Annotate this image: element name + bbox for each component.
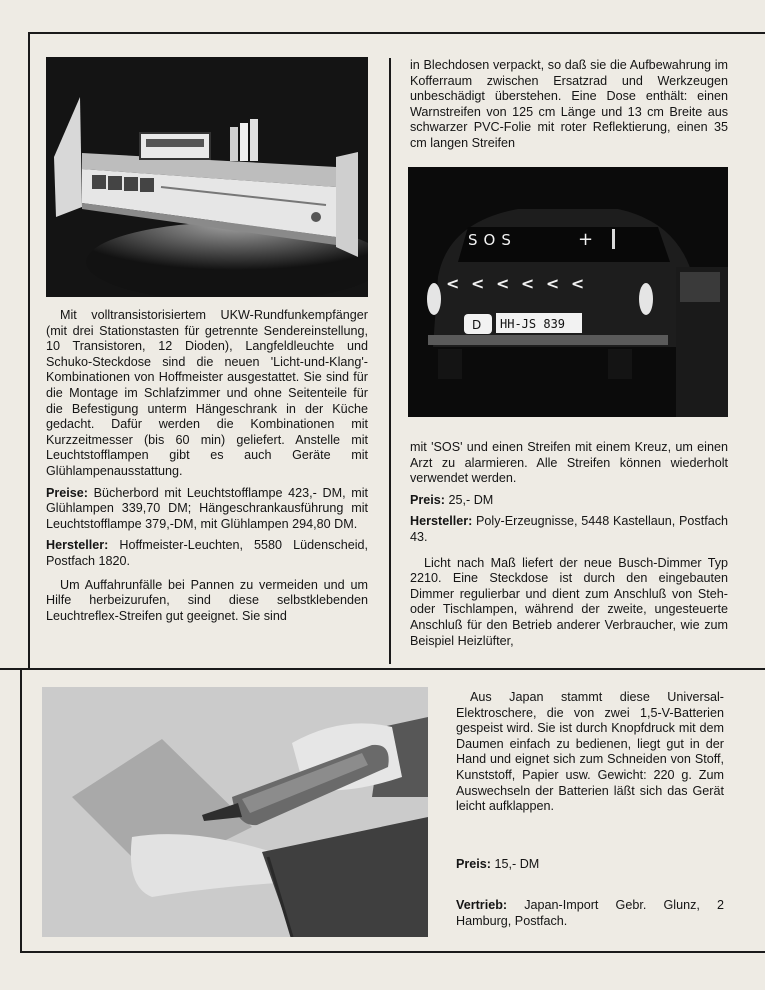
article-reflex-continued (410, 58, 728, 152)
car-sos-strip-photo (408, 167, 728, 417)
electric-scissors-photo (42, 687, 428, 937)
distributor-value: Japan-Import Gebr. Glunz, 2 Hamburg, Postfach. (456, 898, 724, 928)
article-scissors-body: Aus Japan stammt diese Universal-Elektroschere, die von zwei 1,5-V-Batterien gespeist wird. Sie ist durch Knopfdruck mit dem Daumen einfach zu bedienen, liegt gut in der Hand und eignet sich zum Schneiden von Stoff, Kunststoff, Papier usw. Gewicht: 220 g. Zum Auswechseln der Batterien läßt sich das Gerät leicht aufklappen. (456, 690, 724, 814)
article-reflex-body-middle: in Blechdosen verpackt, so daß sie die Aufbewahrung im Kofferraum zwischen Ersatzrad und Werkzeugen unbeschädigt überstehen. Eine Dose enthält: einen Warnstreifen von 125 cm Länge und 13 cm Breite aus schwarzer PVC-Folie mit roter Reflektierung, einen 35 cm langen Streifen (410, 58, 728, 150)
article-scissors-text (456, 690, 724, 930)
article-scissors-price (456, 857, 724, 873)
scissors-price-label: Preis: (456, 856, 492, 871)
article-reflex-price (410, 493, 728, 509)
chevron-strip-text: < < < < < < (446, 274, 588, 293)
maker-value: Hoffmeister-Leuchten, 5580 Lüdenscheid, Postfach 1820. (46, 538, 369, 568)
article-shelf-prices (46, 486, 368, 533)
prices-value: Bücherbord mit Leuchtstofflampe 423,- DM, mit Glühlampen 339,70 DM; Hängeschrankausführung mit Leuchtstofflampe 379,-DM, mit Glühlampen 294,80 DM. (46, 485, 368, 531)
license-plate-text: HH-JS 839 (500, 317, 566, 331)
article-scissors-distributor (456, 898, 724, 929)
shelf-lamp-radio-photo (46, 57, 368, 297)
reflex-price-label: Preis: (410, 492, 446, 507)
article-shelf-body: Mit volltransistorisiertem UKW-Rundfunkempfänger (mit drei Stationstasten für getrennte Sendereinstellung, 10 Transistoren, 12 Dioden), Langfeldleuchte und Schuko-Steckdose sind die neuen 'Licht-und-Klang'-Kombinationen von Hoffmeister ausgestattet. Sie sind für die Montage im Schlafzimmer und ohne Seitenteile für die Befestigung unterm Hängeschrank in der Küche gedacht. Dafür werden die Kombinationen mit Kurzzeitmesser (bis 60 min) geliefert. Anstelle mit Leuchtstofflampen gibt es auch Geräte mit Glühlampenausstattung. (46, 308, 368, 478)
reflex-maker-value: Poly-Erzeugnisse, 5448 Kastellaun, Postfach 43. (410, 514, 728, 544)
bottom-rule (20, 951, 765, 953)
scissors-price-value: 15,- DM (494, 856, 540, 871)
article-reflex-body-start: Um Auffahrunfälle bei Pannen zu vermeiden und um Hilfe herbeizurufen, sind diese selbstklebenden Leuchtreflex-Streifen gut geeignet. Sie sind (46, 577, 368, 623)
article-shelf-maker (46, 538, 368, 569)
reflex-price-value: 25,- DM (448, 492, 494, 507)
top-rule (28, 32, 765, 34)
reflex-maker-label: Hersteller: (410, 514, 473, 529)
article-shelf-text (46, 308, 368, 624)
cross-sign-text: + (578, 229, 594, 250)
article-dimmer-body: Licht nach Maß liefert der neue Busch-Dimmer Typ 2210. Eine Steckdose ist durch den eingebauten Dimmer regulierbar und dient zum Anschluß von Steh- oder Tischlampen, während der zweite, ungesteuerte Anschluß für den Betrieb anderer Verbraucher, wie zum Beispiel Heizlüfter, (410, 555, 728, 648)
prices-label: Preise: (46, 485, 89, 500)
sos-sign-text: SOS (468, 231, 517, 249)
distributor-label: Vertrieb: (456, 898, 508, 913)
country-plate-text: D (472, 318, 482, 332)
article-reflex-end (410, 440, 728, 649)
section-rule (0, 668, 765, 670)
article-reflex-maker (410, 514, 728, 545)
maker-label: Hersteller: (46, 538, 109, 553)
bottom-left-rule (20, 668, 22, 952)
column-rule (389, 58, 391, 664)
article-reflex-body-end: mit 'SOS' und einen Streifen mit einem Kreuz, um einen Arzt zu alarmieren. Alle Streifen können wiederholt verwendet werden. (410, 440, 728, 486)
left-rule (28, 32, 30, 668)
